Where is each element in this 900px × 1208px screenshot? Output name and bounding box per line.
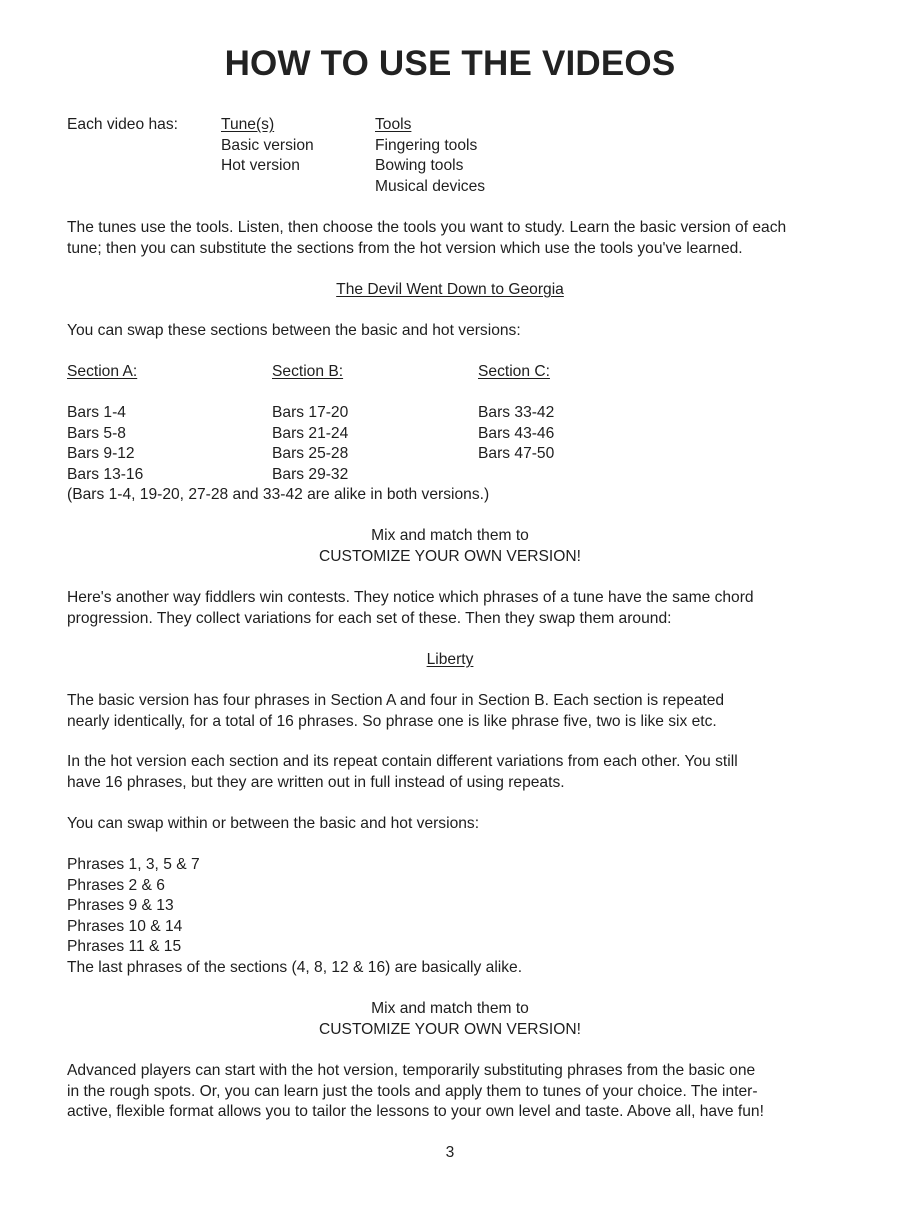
bar-range: Bars 29-32: [272, 465, 349, 483]
section-c-list: [478, 403, 554, 465]
paragraph-line: Advanced players can start with the hot version, temporarily substituting phrases from the basic one: [67, 1062, 756, 1079]
intro-paragraph: [67, 218, 837, 259]
paragraph-line: active, flexible format allows you to tailor the lessons to your own level and taste. Above all, have fun!: [67, 1103, 764, 1120]
liberty-swap-intro: You can swap within or between the basic and hot versions:: [67, 815, 480, 832]
tunes-item: Basic version: [221, 136, 314, 154]
devil-swap-intro: You can swap these sections between the basic and hot versions:: [67, 322, 521, 339]
liberty-heading: [0, 650, 900, 671]
mix-match-callout: [0, 999, 900, 1040]
bar-range: Bars 33-42: [478, 404, 555, 421]
paragraph-line: in the rough spots. Or, you can learn just the tools and apply them to tunes of your choice. The inter-: [67, 1082, 758, 1100]
callout-line: Mix and match them to: [371, 527, 529, 544]
bar-range: Bars 21-24: [272, 424, 349, 442]
paragraph-line: progression. They collect variations for each set of these. Then they swap them around:: [67, 609, 672, 627]
liberty-heading-text: Liberty: [426, 651, 474, 668]
devil-note: (Bars 1-4, 19-20, 27-28 and 33-42 are alike in both versions.): [67, 486, 490, 503]
paragraph-line: The basic version has four phrases in Section A and four in Section B. Each section is repeated: [67, 692, 725, 709]
bar-range: Bars 17-20: [272, 404, 349, 421]
phrase-group: Phrases 11 & 15: [67, 938, 182, 955]
paragraph-line: tune; then you can substitute the sections from the hot version which use the tools you've learned.: [67, 239, 743, 257]
paragraph-line: The tunes use the tools. Listen, then choose the tools you want to study. Learn the basic version of each: [67, 219, 787, 236]
bar-range: Bars 13-16: [67, 465, 144, 483]
paragraph-line: nearly identically, for a total of 16 phrases. So phrase one is like phrase five, two is like six etc.: [67, 712, 717, 730]
tools-item: Fingering tools: [375, 136, 478, 154]
phrase-group: Phrases 10 & 14: [67, 917, 183, 935]
bar-range: Bars 25-28: [272, 445, 349, 462]
section-b-header: Section B:: [272, 363, 344, 380]
section-c-header: Section C:: [478, 363, 550, 380]
page-title: HOW TO USE THE VIDEOS: [224, 44, 676, 83]
callout-line: Mix and match them to: [371, 1000, 529, 1017]
mix-match-callout: [0, 526, 900, 567]
tools-item: Bowing tools: [375, 157, 464, 174]
phrase-group: Phrases 1, 3, 5 & 7: [67, 856, 200, 873]
page-number: 3: [445, 1144, 455, 1161]
callout-line: CUSTOMIZE YOUR OWN VERSION!: [319, 1020, 581, 1038]
tunes-header: Tune(s): [221, 116, 275, 133]
contests-paragraph: [67, 588, 837, 629]
devil-heading-text: The Devil Went Down to Georgia: [336, 281, 564, 298]
liberty-basic-paragraph: [67, 691, 837, 732]
paragraph-line: have 16 phrases, but they are written out in full instead of using repeats.: [67, 773, 565, 791]
callout-line: CUSTOMIZE YOUR OWN VERSION!: [319, 547, 581, 565]
section-a-header: Section A:: [67, 363, 138, 380]
bar-range: Bars 43-46: [478, 424, 555, 442]
tools-header: Tools: [375, 116, 412, 133]
paragraph-line: Here's another way fiddlers win contests. They notice which phrases of a tune have the same chord: [67, 589, 754, 606]
bar-range: Bars 47-50: [478, 445, 555, 462]
bar-range: Bars 9-12: [67, 445, 135, 462]
tunes-item: Hot version: [221, 157, 300, 174]
bar-range: Bars 1-4: [67, 404, 126, 421]
phrase-group: Phrases 9 & 13: [67, 897, 174, 914]
phrase-list: [67, 855, 522, 978]
tools-item: Musical devices: [375, 177, 486, 195]
bar-range: Bars 5-8: [67, 424, 126, 442]
devil-heading: [0, 280, 900, 301]
liberty-hot-paragraph: [67, 752, 837, 793]
paragraph-line: In the hot version each section and its repeat contain different variations from each other. You still: [67, 753, 738, 770]
advanced-paragraph: [67, 1061, 837, 1123]
section-a-list: [67, 403, 143, 485]
video-contents-label: Each video has:: [67, 116, 178, 133]
phrase-group: Phrases 2 & 6: [67, 876, 165, 894]
section-b-list: [272, 403, 348, 485]
phrase-note: The last phrases of the sections (4, 8, 12 & 16) are basically alike.: [67, 958, 523, 976]
